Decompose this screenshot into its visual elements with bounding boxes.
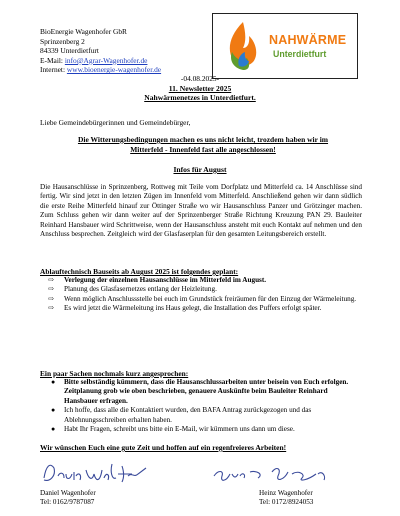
list-item <box>40 378 362 406</box>
signatory-name: Daniel Wagenhofer <box>40 489 96 497</box>
nahwaerme-logo <box>212 13 358 79</box>
list-item <box>40 304 362 313</box>
note-item-text: Ich hoffe, dass alle die Kontaktiert wurden, den BAFA Antrag zurückgezogen und das Ablehnungsschreiben erhalten haben. <box>64 406 312 424</box>
schedule-item-text: Planung des Glasfasernetzes entlang der Heizleitung. <box>64 285 217 294</box>
sender-street: Sprinzenberg 2 <box>40 36 85 46</box>
arrow-right-icon: ⇨ <box>48 304 54 313</box>
list-item <box>40 406 362 425</box>
internet-label: Internet: <box>40 65 67 75</box>
sender-email-line <box>40 56 161 66</box>
arrow-right-icon: ⇨ <box>48 294 54 303</box>
signatory-2 <box>259 489 313 508</box>
headline-line-1: Die Witterungsbedingungen machen es uns nicht leicht, trozdem haben wir im <box>77 135 329 144</box>
body-paragraph: Die Hausanschlüsse in Sprinzenberg, Rottweg mit Teile vom Dorfplatz und Mitterfeld ca. 14 Anschlüsse sind fertig. Wir sind jetzt in den letzten Zügen im Innenfeld vom Mitterfeld. Anschließend gehen wir dann südlich die erste Reihe Mitterfeld hinauf zur Öttinger Straße wo wir Hausanschluss Panzer und Grötzinger machen. Zum Schluss gehen wir dann weiter auf der Sprinzenberger Straße Richtung Kreuzung PAN 29. Bauleiter Reinhard Hansbauer wird Schrittweise, wenn der Hausanschluss ansteht mit euch Kontakt auf nehmen und den Anschluss besprechen. Zeitgleich wird der Glasfaserplan für den gesamten Leitungsbereich erstellt. <box>40 183 362 239</box>
notes-list <box>40 378 362 434</box>
signatory-name: Heinz Wagenhofer <box>259 489 313 497</box>
list-item <box>40 295 362 304</box>
arrow-right-icon: ⇨ <box>48 276 54 284</box>
sender-address <box>40 27 161 75</box>
bullet-icon: ● <box>51 406 56 415</box>
email-link[interactable]: info@Agrar-Wagenhofer.de <box>64 55 148 65</box>
greeting: Liebe Gemeindebürgerinnen und Gemeindebürger, <box>40 118 191 127</box>
schedule-item-text: Es wird jetzt die Wärmeleitung ins Haus gelegt, die Installation des Puffers erfolgt später. <box>64 304 322 313</box>
note-item-text: Bitte selbständig kümmern, dass die Hausanschlussarbeiten unter beisein von Euch erfolgen. Zeitplanung grob wie oben beschrieben, genauere Auskünfte beim Bauleiter Reinhard Hansbauer erfragen. <box>64 378 349 405</box>
sender-city: 84339 Unterdietfurt <box>40 46 99 56</box>
list-item <box>40 285 362 294</box>
signatory-1 <box>40 489 96 508</box>
headline <box>48 135 358 154</box>
arrow-right-icon: ⇨ <box>48 285 54 294</box>
bullet-icon: ● <box>51 378 56 386</box>
infos-title: Infos für August <box>173 165 227 174</box>
website-link[interactable]: www.bioenergie-wagenhofer.de <box>66 65 162 75</box>
letter-date: -04.08.2025- <box>180 74 220 83</box>
newsletter-subject: Nahwärmenetzes in Unterdietfurt. <box>144 93 256 102</box>
flame-logo-icon <box>223 20 263 72</box>
headline-line-2: Mitterfeld - Innenfeld fast alle angeschlossen! <box>130 144 276 154</box>
handwritten-signatures <box>36 452 366 492</box>
logo-title: NAHWÄRME <box>269 33 347 47</box>
closing-line: Wir wünschen Euch eine gute Zeit und hoffen auf ein regenfreieres Arbeiten! <box>40 443 287 452</box>
email-label: E-Mail: <box>40 55 65 65</box>
signatory-phone: Tel: 0162/9787087 <box>40 498 95 507</box>
signature-daniel <box>44 464 146 482</box>
newsletter-number: 11. Newsletter 2025 <box>168 84 232 93</box>
schedule-title: Ablauftechnisch Bauseits ab August 2025 ist folgendes geplant: <box>40 267 239 276</box>
logo-subtitle: Unterdietfurt <box>273 49 327 59</box>
note-item-text: Habt Ihr Fragen, schreibt uns bitte ein E-Mail, wir kümmern uns dann um diese. <box>64 425 295 434</box>
notes-title: Ein paar Sachen nochmals kurz angesprochen: <box>40 369 189 378</box>
schedule-item-text: Verlegung der einzelnen Hausanschlüsse im Mitterfeld im August. <box>64 276 267 284</box>
sender-company: BioEnergie Wagenhofer GbR <box>40 27 127 36</box>
bullet-icon: ● <box>51 425 56 434</box>
signatory-phone: Tel: 0172/8924053 <box>259 498 314 507</box>
list-item <box>40 425 362 434</box>
list-item <box>40 276 362 285</box>
schedule-list <box>40 276 362 314</box>
schedule-item-text: Wenn möglich Anschlussstelle bei euch im Grundstück freiräumen für den Einzug der Wärmeleitung. <box>64 294 357 303</box>
signature-heinz <box>214 469 325 481</box>
